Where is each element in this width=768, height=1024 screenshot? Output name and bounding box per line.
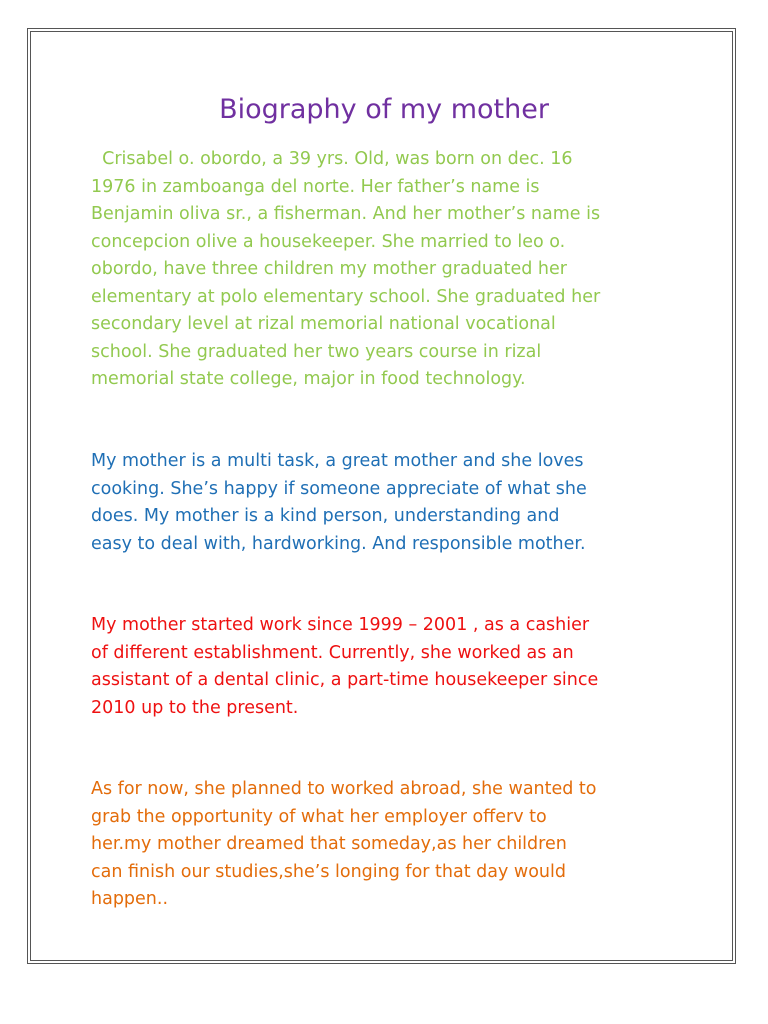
text-line: Benjamin oliva sr., a fisherman. And her mother’s name is (91, 204, 601, 224)
text-line: easy to deal with, hardworking. And responsible mother. (91, 533, 586, 554)
text-line: My mother started work since 1999 – 2001 , as a cashier (91, 615, 590, 635)
text-line: cooking. She’s happy if someone appreciate of what she (91, 478, 587, 499)
text-line: does. My mother is a kind person, understanding and (91, 506, 560, 526)
text-line: elementary at polo elementary school. She graduated her (91, 286, 601, 307)
text-line: 2010 up to the present. (91, 697, 299, 718)
text-line: Crisabel o. obordo, a 39 yrs. Old, was born on dec. 16 (91, 149, 573, 169)
paragraph-plans (91, 776, 691, 914)
text-line: As for now, she planned to worked abroad, she wanted to (91, 779, 597, 799)
paragraph-background (91, 146, 691, 394)
text-line: school. She graduated her two years course in rizal (91, 341, 542, 362)
text-line: grab the opportunity of what her employer offerv to (91, 806, 547, 827)
text-line: obordo, have three children my mother graduated her (91, 259, 567, 279)
document-title: Biography of my mother (219, 94, 549, 125)
paragraph-personality (91, 448, 691, 558)
text-line: of different establishment. Currently, she worked as an (91, 642, 574, 663)
text-line: 1976 in zamboanga del norte. Her father’s name is (91, 176, 540, 197)
text-line: memorial state college, major in food technology. (91, 369, 526, 389)
paragraph-work (91, 612, 691, 722)
text-line: assistant of a dental clinic, a part-time housekeeper since (91, 670, 599, 690)
text-line: concepcion olive a housekeeper. She married to leo o. (91, 231, 566, 252)
text-line: My mother is a multi task, a great mother and she loves (91, 451, 584, 471)
text-line: her.my mother dreamed that someday,as her children (91, 834, 567, 854)
text-line: secondary level at rizal memorial national vocational (91, 314, 556, 334)
text-line: happen.. (91, 889, 169, 909)
text-line: can finish our studies,she’s longing for that day would (91, 861, 566, 882)
